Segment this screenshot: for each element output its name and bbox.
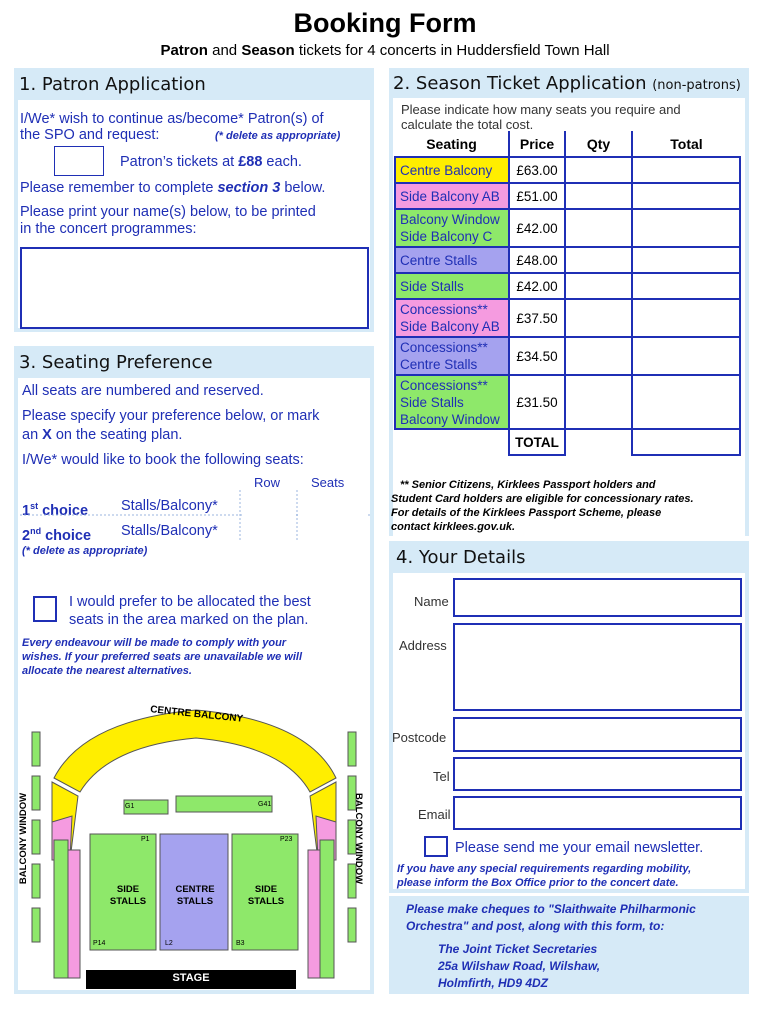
season-total-input[interactable]	[632, 375, 740, 429]
first-choice-label: 1st choice	[22, 501, 89, 519]
tel-label: Tel	[433, 769, 450, 784]
left-side-balcony-ab	[68, 850, 80, 978]
tel-input[interactable]	[453, 757, 742, 791]
season-price-cell: £51.00	[509, 183, 565, 209]
col-row-label: Row	[254, 475, 281, 490]
section-1-heading: 1. Patron Application	[19, 74, 206, 95]
page-title: Booking Form	[293, 8, 477, 38]
season-total-input[interactable]	[632, 299, 740, 337]
address-label: Address	[399, 638, 447, 653]
tag-p14: P14	[93, 940, 106, 947]
name-label: Name	[414, 594, 449, 609]
print-names-line-2: in the concert programmes:	[20, 221, 197, 237]
season-price-cell: £42.00	[509, 273, 565, 299]
season-total-input[interactable]	[632, 157, 740, 183]
season-seat-cell: Concessions** Centre Stalls	[395, 337, 509, 375]
left-side-stalls-label: SIDE STALLS	[109, 884, 147, 907]
centre-balcony-label: CENTRE BALCONY	[149, 704, 244, 725]
patron-tickets-qty-input[interactable]	[54, 146, 104, 176]
season-row	[395, 299, 740, 337]
cheques-address: The Joint Ticket Secretaries 25a Wilshaw Road, Wilshaw, Holmfirth, HD9 4DZ	[438, 942, 601, 990]
season-price-cell: £34.50	[509, 337, 565, 375]
right-side-stalls-label: SIDE STALLS	[247, 884, 285, 907]
newsletter-checkbox[interactable]	[424, 836, 448, 857]
season-total-label: TOTAL	[509, 429, 565, 455]
season-seat-cell: Balcony Window Side Balcony C	[395, 209, 509, 247]
patron-line-1: I/We* wish to continue as/become* Patron(s) of	[20, 111, 324, 127]
season-qty-input[interactable]	[565, 299, 632, 337]
balcony-window-left-label: BALCONY WINDOW	[18, 792, 30, 885]
season-qty-input[interactable]	[565, 247, 632, 273]
email-label: Email	[418, 807, 451, 822]
season-seat-cell: Concessions** Side Stalls Balcony Window	[395, 375, 509, 429]
balcony-window-left-3	[32, 820, 40, 854]
col-seats-label: Seats	[311, 475, 345, 490]
print-names-line-1: Please print your name(s) below, to be printed	[20, 204, 316, 220]
season-qty-input[interactable]	[565, 209, 632, 247]
season-qty-input[interactable]	[565, 375, 632, 429]
balcony-window-left-1	[32, 732, 40, 766]
name-input[interactable]	[453, 578, 742, 617]
season-total-input[interactable]	[632, 337, 740, 375]
season-qty-input[interactable]	[565, 337, 632, 375]
season-row	[395, 247, 740, 273]
seats-line-2: Please specify your preference below, or mark	[22, 408, 320, 424]
postcode-input[interactable]	[453, 717, 742, 752]
first-choice-area[interactable]: Stalls/Balcony*	[121, 498, 218, 514]
seating-plan[interactable]	[14, 700, 374, 996]
season-ticket-table	[394, 131, 741, 456]
season-price-cell: £42.00	[509, 209, 565, 247]
season-total-input[interactable]	[632, 209, 740, 247]
season-row	[395, 183, 740, 209]
tag-g1: G1	[125, 803, 135, 810]
season-row	[395, 375, 740, 429]
seats-line-3: an X on the seating plan.	[22, 427, 183, 443]
right-balcony-c	[320, 840, 334, 978]
email-input[interactable]	[453, 796, 742, 830]
season-grand-total-input[interactable]	[632, 429, 740, 455]
patron-line-2: the SPO and request:	[20, 127, 160, 143]
section-2-heading: 2. Season Ticket Application (non-patrons)	[393, 73, 741, 94]
season-seat-cell: Side Balcony AB	[395, 183, 509, 209]
season-row	[395, 157, 740, 183]
left-balcony-c	[54, 840, 68, 978]
season-price-cell: £31.50	[509, 375, 565, 429]
balcony-window-right-label: BALCONY WINDOW	[353, 792, 365, 885]
col-qty: Qty	[565, 131, 632, 157]
col-total: Total	[632, 131, 740, 157]
stage-label: STAGE	[172, 972, 210, 984]
season-seat-cell: Centre Balcony	[395, 157, 509, 183]
delete-note: (* delete as appropriate)	[215, 130, 341, 142]
season-qty-input[interactable]	[565, 273, 632, 299]
programme-names-input[interactable]	[20, 247, 369, 329]
seats-line-4: I/We* would like to book the following seats:	[22, 452, 304, 468]
second-choice-label: 2nd choice	[22, 526, 92, 544]
best-seats-line-1: I would prefer to be allocated the best	[69, 594, 311, 610]
best-seats-checkbox[interactable]	[33, 596, 57, 622]
concession-note: ** Senior Citizens, Kirklees Passport holders and Student Card holders are eligible for concessionary rates. For details of the Kirklees Passport Scheme, please contact kirklees.gov.uk.	[391, 479, 694, 533]
season-row	[395, 209, 740, 247]
season-seat-cell: Side Stalls	[395, 273, 509, 299]
season-price-cell: £37.50	[509, 299, 565, 337]
cheques-text: Please make cheques to "Slaithwaite Philharmonic Orchestra" and post, along with this form, to:	[406, 902, 696, 933]
first-choice-seats-input[interactable]	[300, 492, 368, 516]
season-total-input[interactable]	[632, 273, 740, 299]
col-price: Price	[509, 131, 565, 157]
first-choice-row-input[interactable]	[242, 492, 296, 516]
tag-p23: P23	[280, 836, 293, 843]
delete-note-2: (* delete as appropriate)	[22, 545, 148, 557]
season-row	[395, 337, 740, 375]
remember-text: Please remember to complete section 3 below.	[20, 180, 326, 196]
patron-tickets-text: Patron’s tickets at £88 each.	[120, 154, 302, 170]
season-intro-2: calculate the total cost.	[401, 117, 534, 132]
best-seats-line-2: seats in the area marked on the plan.	[69, 612, 309, 628]
balcony-window-right-1	[348, 732, 356, 766]
balcony-window-left-4	[32, 864, 40, 898]
centre-balcony-block	[54, 710, 336, 792]
mobility-note: If you have any special requirements regarding mobility, please inform the Box Office prior to the concert date.	[397, 863, 692, 889]
endeavour-note: Every endeavour will be made to comply with your wishes. If your preferred seats are unavailable we will allocate the nearest alternatives.	[22, 637, 303, 677]
season-qty-input[interactable]	[565, 157, 632, 183]
season-seat-cell: Centre Stalls	[395, 247, 509, 273]
centre-stalls-label: CENTRE STALLS	[175, 884, 215, 907]
season-qty-input[interactable]	[565, 183, 632, 209]
page-subtitle: Patron and Season tickets for 4 concerts in Huddersfield Town Hall	[160, 42, 610, 59]
seats-line-1: All seats are numbered and reserved.	[22, 383, 264, 399]
address-input[interactable]	[453, 623, 742, 711]
newsletter-label: Please send me your email newsletter.	[455, 840, 704, 856]
season-row	[395, 273, 740, 299]
tag-l2: L2	[165, 940, 173, 947]
section-3-heading: 3. Seating Preference	[19, 352, 213, 373]
tag-p1: P1	[141, 836, 150, 843]
second-choice-area[interactable]: Stalls/Balcony*	[121, 523, 218, 539]
balcony-window-left-5	[32, 908, 40, 942]
balcony-window-left-2	[32, 776, 40, 810]
season-total-input[interactable]	[632, 247, 740, 273]
balcony-window-right-5	[348, 908, 356, 942]
season-intro-1: Please indicate how many seats you require and	[401, 102, 681, 117]
section-4-heading: 4. Your Details	[396, 547, 526, 568]
tag-b3: B3	[236, 940, 245, 947]
season-seat-cell: Concessions** Side Balcony AB	[395, 299, 509, 337]
season-price-cell: £63.00	[509, 157, 565, 183]
season-price-cell: £48.00	[509, 247, 565, 273]
col-seating: Seating	[426, 135, 477, 152]
season-total-input[interactable]	[632, 183, 740, 209]
right-side-balcony-ab	[308, 850, 320, 978]
postcode-label: Postcode	[392, 730, 447, 745]
tag-g41: G41	[258, 801, 272, 808]
